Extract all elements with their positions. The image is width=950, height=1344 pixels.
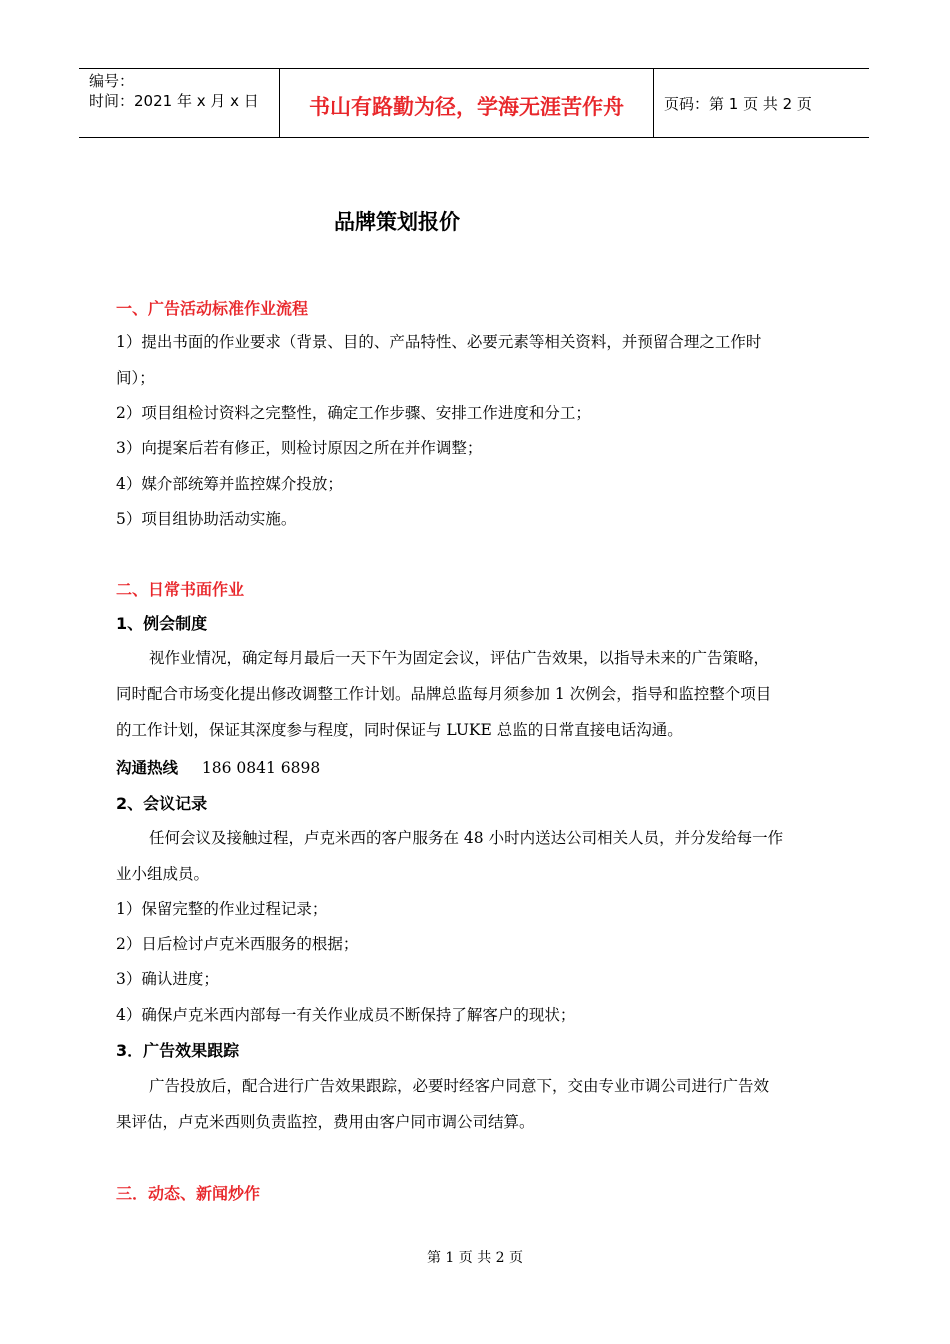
paragraph-line: 视作业情况，确定每月最后一天下午为固定会议，评估广告效果，以指导未来的广告策略，	[149, 649, 770, 667]
list-item: 2）日后检讨卢克米西服务的根据；	[116, 935, 359, 953]
page-footer	[0, 1247, 950, 1267]
section-2-heading: 二、日常书面作业	[116, 580, 245, 599]
header-page-cell	[654, 69, 869, 137]
section-3-heading: 三．动态、新闻炒作	[116, 1184, 261, 1203]
section-1-heading: 一、广告活动标准作业流程	[116, 299, 309, 318]
list-item: 1）保留完整的作业过程记录；	[116, 900, 328, 918]
paragraph-line: 广告投放后，配合进行广告效果跟踪，必要时经客户同意下，交由专业市调公司进行广告效	[149, 1077, 770, 1095]
hotline-label: 沟通热线	[116, 759, 179, 777]
paragraph-line: 果评估，卢克米西则负责监控，费用由客户同市调公司结算。	[116, 1113, 535, 1131]
list-item: 3）确认进度；	[116, 970, 219, 988]
section-1-line: 4）媒介部统筹并监控媒介投放；	[116, 475, 343, 493]
header-motto-cell	[280, 69, 654, 137]
header-table	[79, 68, 869, 138]
list-item: 4）确保卢克米西内部每一有关作业成员不断保持了解客户的现状；	[116, 1006, 576, 1024]
paragraph-line: 业小组成员。	[116, 865, 210, 883]
section-1-line: 1）提出书面的作业要求（背景、目的、产品特性、必要元素等相关资料，并预留合理之工作时	[116, 333, 762, 351]
document-date-label: 时间：2021 年 x 月 x 日	[89, 92, 259, 110]
subsection-minutes-heading: 2、会议记录	[116, 794, 208, 813]
header-meta-cell	[79, 69, 280, 137]
hotline-row	[116, 756, 320, 778]
paragraph-line: 同时配合市场变化提出修改调整工作计划。品牌总监每月须参加 1 次例会，指导和监控整个项目	[116, 685, 772, 703]
section-1-line: 间）；	[116, 369, 155, 387]
hotline-number: 186 0841 6898	[201, 759, 321, 777]
header-motto: 书山有路勤为径，学海无涯苦作舟	[309, 95, 624, 119]
paragraph-line: 的工作计划，保证其深度参与程度，同时保证与 LUKE 总监的日常直接电话沟通。	[116, 721, 683, 739]
section-1-line: 5）项目组协助活动实施。	[116, 510, 297, 528]
document-title: 品牌策划报价	[334, 210, 460, 234]
section-1-line: 2）项目组检讨资料之完整性，确定工作步骤、安排工作进度和分工；	[116, 404, 591, 422]
document-number-label: 编号：	[89, 72, 135, 90]
footer-page-number: 第 1 页 共 2 页	[426, 1250, 524, 1266]
header-page-info: 页码：第 1 页 共 2 页	[664, 95, 812, 113]
section-1-line: 3）向提案后若有修正，则检讨原因之所在并作调整；	[116, 439, 483, 457]
paragraph-line: 任何会议及接触过程，卢克米西的客户服务在 48 小时内送达公司相关人员，并分发给每一作	[149, 829, 784, 847]
subsection-tracking-heading: 3．广告效果跟踪	[116, 1041, 240, 1060]
subsection-meeting-heading: 1、例会制度	[116, 614, 208, 633]
